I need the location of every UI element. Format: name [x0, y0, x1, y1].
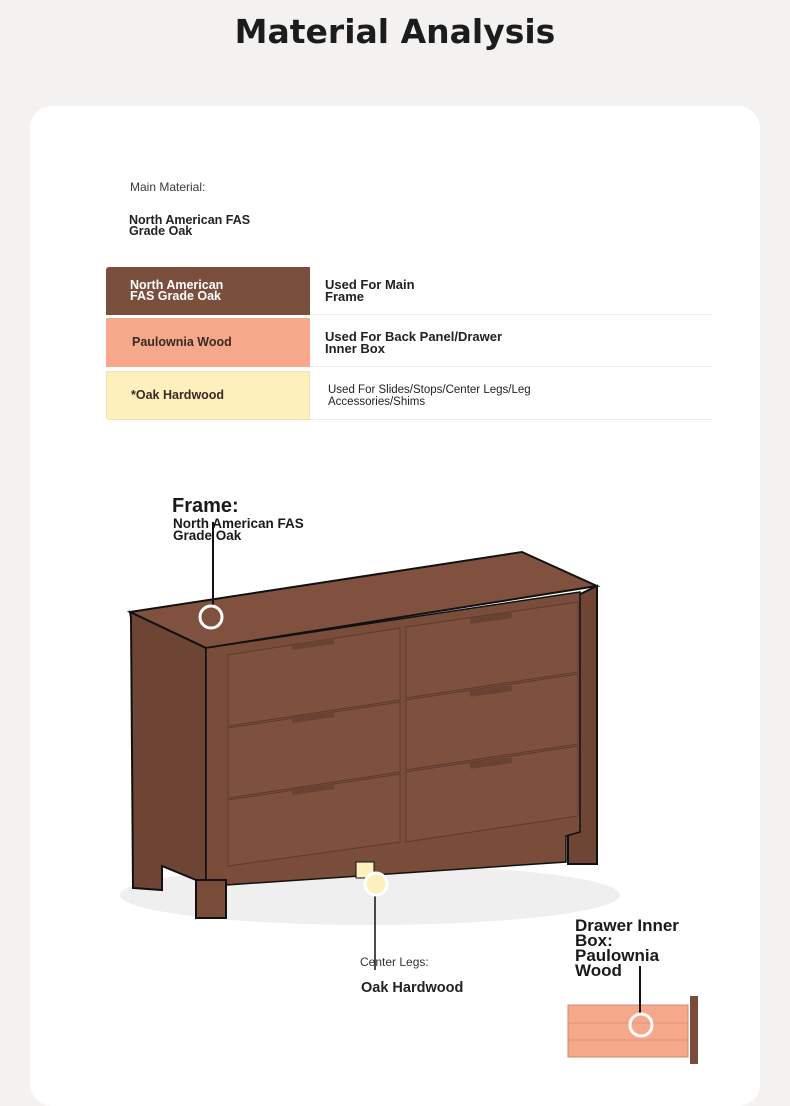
drawer-front-edge	[690, 996, 698, 1064]
page-title: Material Analysis	[234, 12, 556, 51]
drawer-inner-box-title: Drawer Inner Box: Paulownia Wood	[575, 916, 679, 980]
material-name: North American FAS Grade Oak	[130, 278, 224, 303]
material-use: Used For Back Panel/Drawer Inner Box	[325, 328, 503, 356]
dresser-leg-front-left	[196, 880, 226, 918]
material-name: *Oak Hardwood	[131, 388, 225, 402]
main-material-value: North American FAS Grade Oak	[129, 213, 251, 238]
material-use: Used For Main Frame	[325, 277, 415, 304]
legs-callout-marker	[365, 873, 387, 895]
material-name: Paulownia Wood	[132, 335, 232, 349]
frame-callout-title: Frame:	[172, 495, 239, 517]
material-use: Used For Slides/Stops/Center Legs/Leg Accessories/Shims	[328, 383, 531, 408]
drawer-inner-box	[568, 1005, 688, 1057]
frame-callout-value: North American FAS Grade Oak	[173, 516, 304, 543]
main-material-label: Main Material:	[130, 180, 206, 194]
center-legs-value: Oak Hardwood	[361, 980, 464, 996]
center-legs-label: Center Legs:	[360, 955, 429, 969]
dresser-left-side	[130, 612, 206, 918]
